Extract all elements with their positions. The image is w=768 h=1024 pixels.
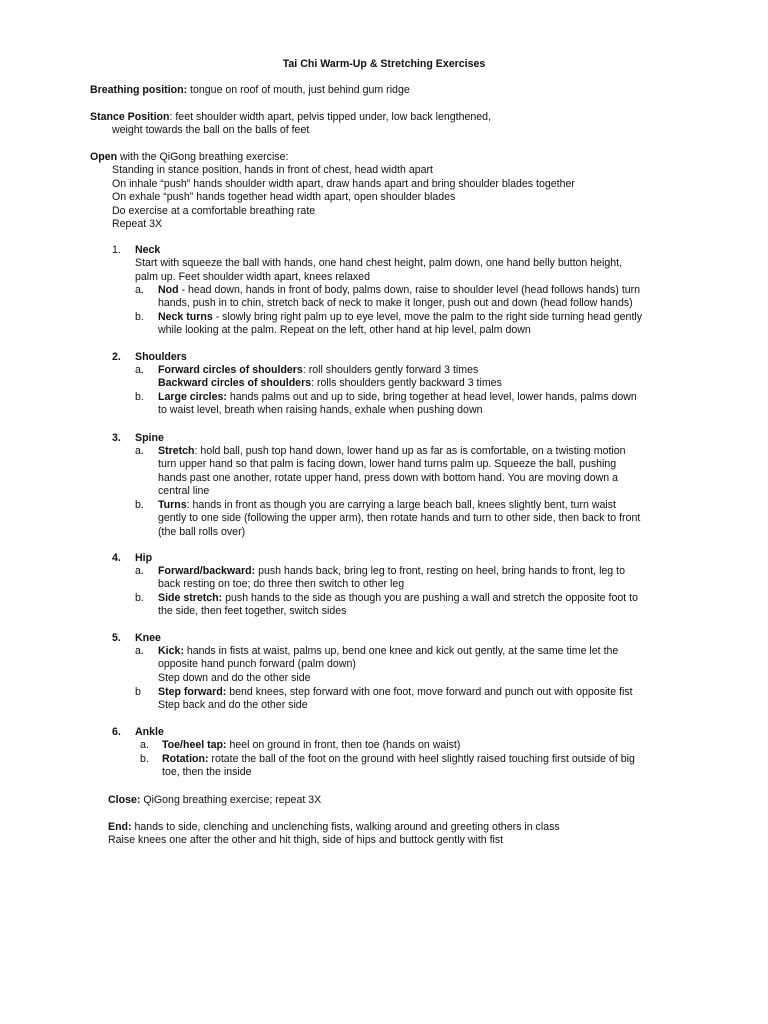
- item-letter: b.: [135, 311, 144, 323]
- item-text: (the ball rolls over): [158, 525, 246, 538]
- section-number: 4.: [112, 552, 121, 564]
- breathing-label: Breathing position:: [90, 84, 188, 96]
- item-letter: b.: [135, 391, 144, 403]
- item-label: Neck turns: [158, 311, 213, 323]
- section-title: Hip: [135, 552, 153, 564]
- section-title: Ankle: [135, 726, 164, 738]
- item-letter: a.: [135, 445, 144, 457]
- item-turns: [158, 499, 640, 539]
- stance-label: Stance Position: [90, 111, 170, 123]
- item-letter: b: [135, 686, 141, 698]
- item-text: Step down and do the other side: [158, 671, 311, 684]
- item-letter: a.: [135, 645, 144, 657]
- item-text: hands palms out and up to side, bring together at head level, lower hands, palms down: [226, 391, 637, 403]
- item-side-stretch: [158, 592, 638, 619]
- item-text: toe, then the inside: [162, 766, 252, 779]
- item-nod: [158, 284, 640, 311]
- end-section: [108, 821, 560, 848]
- item-kick: [158, 645, 618, 685]
- item-text: hands in fists at waist, palms up, bend one knee and kick out gently, at the same time let the: [183, 645, 619, 657]
- item-letter: a.: [135, 364, 144, 376]
- open-label: Open: [90, 151, 118, 163]
- item-rotation: [162, 753, 635, 780]
- section-number: 3.: [112, 432, 121, 444]
- item-label: Large circles:: [158, 391, 227, 403]
- item-label: Kick:: [158, 645, 184, 657]
- open-line: On exhale “push” hands together head width apart, open shoulder blades: [112, 191, 456, 204]
- item-text: central line: [158, 485, 210, 498]
- item-text: hands, push in to chin, stretch back of neck to make it longer, push out and down (head follow hands): [158, 297, 633, 310]
- open-line: On inhale “push” hands shoulder width apart, draw hands apart and bring shoulder blades together: [112, 177, 575, 190]
- section-number: 5.: [112, 632, 121, 644]
- item-label: Turns: [158, 499, 187, 511]
- item-label: Toe/heel tap:: [162, 739, 227, 751]
- open-line: Repeat 3X: [112, 218, 163, 231]
- item-label: Rotation:: [162, 753, 209, 765]
- item-label: Side stretch:: [158, 592, 223, 604]
- item-text: : hold ball, push top hand down, lower hand up as far as is comfortable, on a twisting motion: [194, 445, 626, 457]
- item-text: hands past one another, rotate upper hand, press down with bottom hand. You are moving down a: [158, 471, 618, 484]
- item-text: push hands back, bring leg to front, resting on heel, bring hands to front, leg to: [255, 565, 625, 577]
- open-text: with the QiGong breathing exercise:: [117, 151, 289, 163]
- section-number: 2.: [112, 351, 121, 363]
- item-text: : rolls shoulders gently backward 3 times: [311, 377, 502, 390]
- breathing-text: tongue on roof of mouth, just behind gum ridge: [187, 84, 410, 96]
- item-label: Step forward:: [158, 686, 227, 698]
- item-text: while looking at the palm. Repeat on the left, other hand at hip level, palm down: [158, 324, 531, 337]
- close-section: [108, 794, 321, 807]
- item-text: opposite hand punch forward (palm down): [158, 658, 356, 671]
- item-letter: a.: [135, 565, 144, 577]
- section-title: Knee: [135, 632, 161, 644]
- item-text: Step back and do the other side: [158, 699, 308, 712]
- item-letter: a.: [135, 284, 144, 296]
- item-text: the side, then feet together, switch sides: [158, 605, 347, 618]
- item-text: : hands in front as though you are carrying a large beach ball, knees slightly bent, turn waist: [186, 499, 616, 511]
- section-intro: palm up. Feet shoulder width apart, knees relaxed: [135, 270, 370, 283]
- item-text: - slowly bring right palm up to eye level, move the palm to the right side turning head gently: [212, 311, 643, 323]
- open-line: Do exercise at a comfortable breathing rate: [112, 204, 316, 217]
- stance-text: : feet shoulder width apart, pelvis tipped under, low back lengthened,: [169, 111, 492, 123]
- item-large-circles: [158, 391, 637, 418]
- close-label: Close:: [108, 794, 141, 806]
- item-text: rotate the ball of the foot on the ground with heel slightly raised touching first outside of big: [208, 753, 635, 765]
- item-letter: b.: [135, 592, 144, 604]
- item-stretch: [158, 445, 626, 499]
- item-text: bend knees, step forward with one foot, move forward and punch out with opposite fist: [226, 686, 633, 698]
- item-neck-turns: [158, 311, 642, 338]
- section-title: Neck: [135, 244, 161, 256]
- open-line: Standing in stance position, hands in front of chest, head width apart: [112, 164, 433, 177]
- section-number: 1.: [112, 244, 121, 256]
- breathing-position: [90, 84, 410, 97]
- item-text: heel on ground in front, then toe (hands on waist): [226, 739, 461, 751]
- item-shoulder-circles: [158, 364, 502, 391]
- item-toe-heel-tap: [162, 739, 460, 752]
- item-text: - head down, hands in front of body, palms down, raise to shoulder level (head follows hands) turn: [178, 284, 641, 296]
- item-label: Stretch: [158, 445, 195, 457]
- item-text: gently to one side (following the upper arm), then rotate hands and turn to other side, then back to front: [158, 512, 641, 525]
- item-text: to waist level, breath when raising hands, exhale when pushing down: [158, 404, 483, 417]
- item-letter: a.: [140, 739, 149, 751]
- stance-line2: weight towards the ball on the balls of feet: [112, 124, 310, 137]
- end-label: End:: [108, 821, 132, 833]
- item-text: : roll shoulders gently forward 3 times: [302, 364, 479, 376]
- item-letter: b.: [140, 753, 149, 765]
- item-label: Forward circles of shoulders: [158, 364, 303, 376]
- section-intro: Start with squeeze the ball with hands, one hand chest height, palm down, one hand belly button height,: [135, 257, 623, 270]
- item-text: push hands to the side as though you are pushing a wall and stretch the opposite foot to: [222, 592, 638, 604]
- page-title: Tai Chi Warm-Up & Stretching Exercises: [282, 58, 486, 70]
- item-step-forward: [158, 686, 633, 713]
- item-label: Nod: [158, 284, 179, 296]
- item-label: Backward circles of shoulders: [158, 377, 312, 390]
- end-text: hands to side, clenching and unclenching fists, walking around and greeting others in class: [131, 821, 560, 833]
- end-line2: Raise knees one after the other and hit thigh, side of hips and buttock gently with fist: [108, 834, 504, 847]
- item-letter: b.: [135, 499, 144, 511]
- item-label: Forward/backward:: [158, 565, 256, 577]
- section-number: 6.: [112, 726, 121, 738]
- stance-position: [90, 111, 491, 138]
- section-title: Spine: [135, 432, 164, 444]
- item-text: back resting on toe; do three then switch to other leg: [158, 578, 405, 591]
- close-text: QiGong breathing exercise; repeat 3X: [140, 794, 322, 806]
- item-text: turn upper hand so that palm is facing down, lower hand turns palm up. Squeeze the ball, pushing: [158, 458, 617, 471]
- item-forward-backward: [158, 565, 625, 592]
- section-title: Shoulders: [135, 351, 187, 363]
- open-section: [90, 151, 575, 231]
